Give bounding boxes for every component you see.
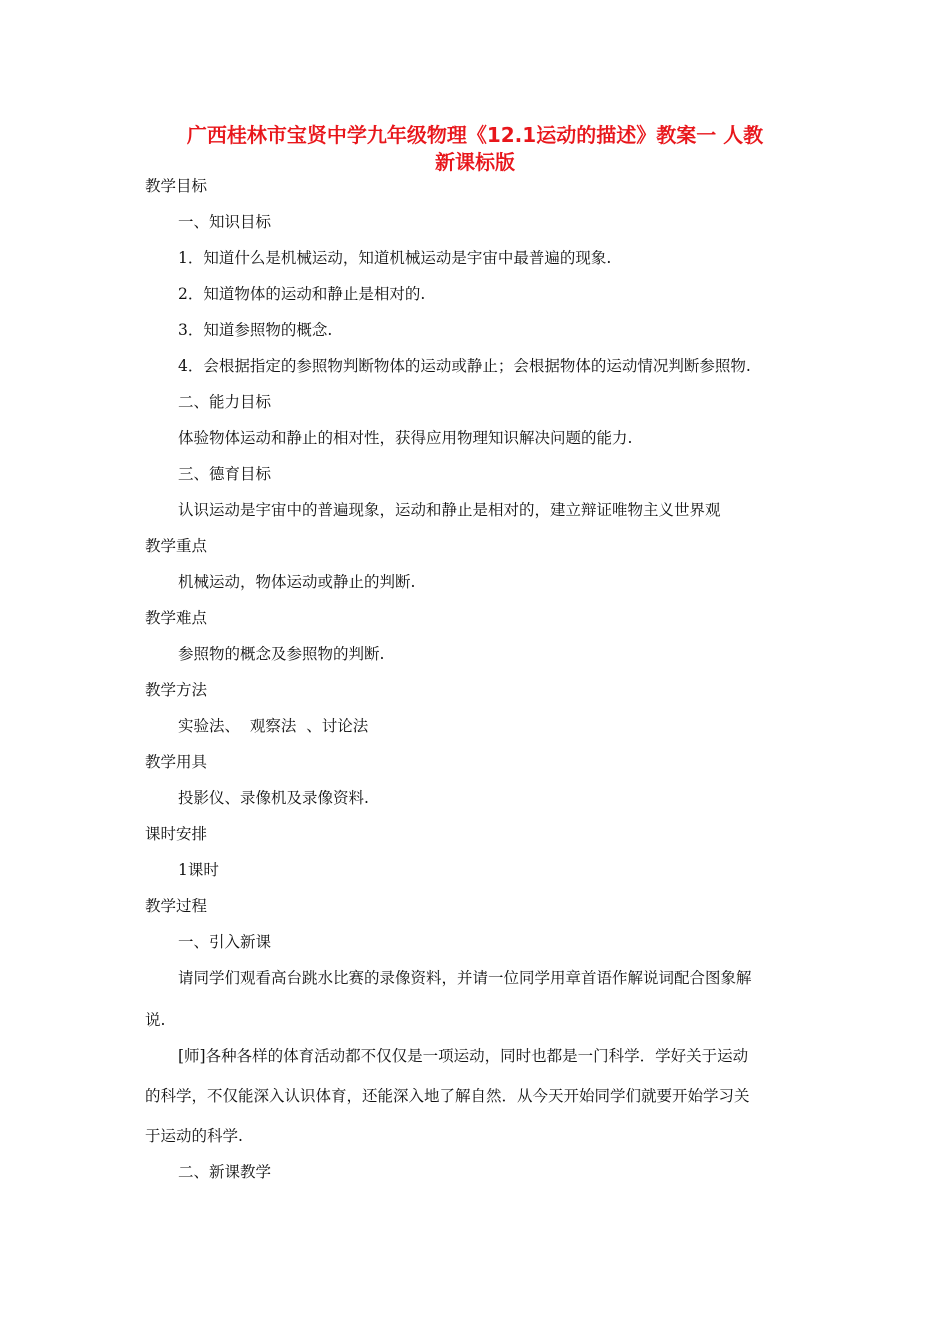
document-title-line-1: 广西桂林市宝贤中学九年级物理《12.1运动的描述》教案一 人教 <box>186 123 764 147</box>
tools-text: 投影仪、录像机及录像资料. <box>178 789 369 807</box>
difficulties-text: 参照物的概念及参照物的判断. <box>178 645 385 663</box>
section-heading-schedule: 课时安排 <box>145 825 208 843</box>
document-title-line-2: 新课标版 <box>435 150 515 174</box>
section-heading-process: 教学过程 <box>145 897 208 915</box>
section-heading-tools: 教学用具 <box>145 753 208 771</box>
goal-item-1: 1．知道什么是机械运动，知道机械运动是宇宙中最普遍的现象. <box>178 249 612 267</box>
document-title <box>140 122 810 176</box>
moral-goal-text: 认识运动是宇宙中的普遍现象，运动和静止是相对的，建立辩证唯物主义世界观 <box>178 501 721 519</box>
subheading-ability-goals: 二、能力目标 <box>178 393 272 411</box>
subheading-introduction: 一、引入新课 <box>178 933 272 951</box>
teacher-paragraph-line-3: 于运动的科学. <box>145 1127 243 1145</box>
ability-goal-text: 体验物体运动和静止的相对性，获得应用物理知识解决问题的能力. <box>178 429 633 447</box>
schedule-text: 1课时 <box>178 861 219 879</box>
subheading-new-lesson: 二、新课教学 <box>178 1163 272 1181</box>
section-heading-difficulties: 教学难点 <box>145 609 208 627</box>
methods-text: 实验法、 观察法 、讨论法 <box>178 717 369 735</box>
introduction-paragraph-line-2: 说. <box>145 1011 166 1029</box>
subheading-moral-goals: 三、德育目标 <box>178 465 272 483</box>
key-points-text: 机械运动，物体运动或静止的判断. <box>178 573 416 591</box>
section-heading-methods: 教学方法 <box>145 681 208 699</box>
goal-item-3: 3．知道参照物的概念. <box>178 321 333 339</box>
goal-item-4: 4．会根据指定的参照物判断物体的运动或静止；会根据物体的运动情况判断参照物. <box>178 357 751 375</box>
teacher-paragraph-line-1: [师]各种各样的体育活动都不仅仅是一项运动，同时也都是一门科学．学好关于运动 <box>178 1047 749 1065</box>
section-heading-teaching-goals: 教学目标 <box>145 177 208 195</box>
subheading-knowledge-goals: 一、知识目标 <box>178 213 272 231</box>
section-heading-key-points: 教学重点 <box>145 537 208 555</box>
introduction-paragraph-line-1: 请同学们观看高台跳水比赛的录像资料，并请一位同学用章首语作解说词配合图象解 <box>178 969 752 987</box>
goal-item-2: 2．知道物体的运动和静止是相对的. <box>178 285 426 303</box>
teacher-paragraph-line-2: 的科学，不仅能深入认识体育，还能深入地了解自然．从今天开始同学们就要开始学习关 <box>145 1087 750 1105</box>
